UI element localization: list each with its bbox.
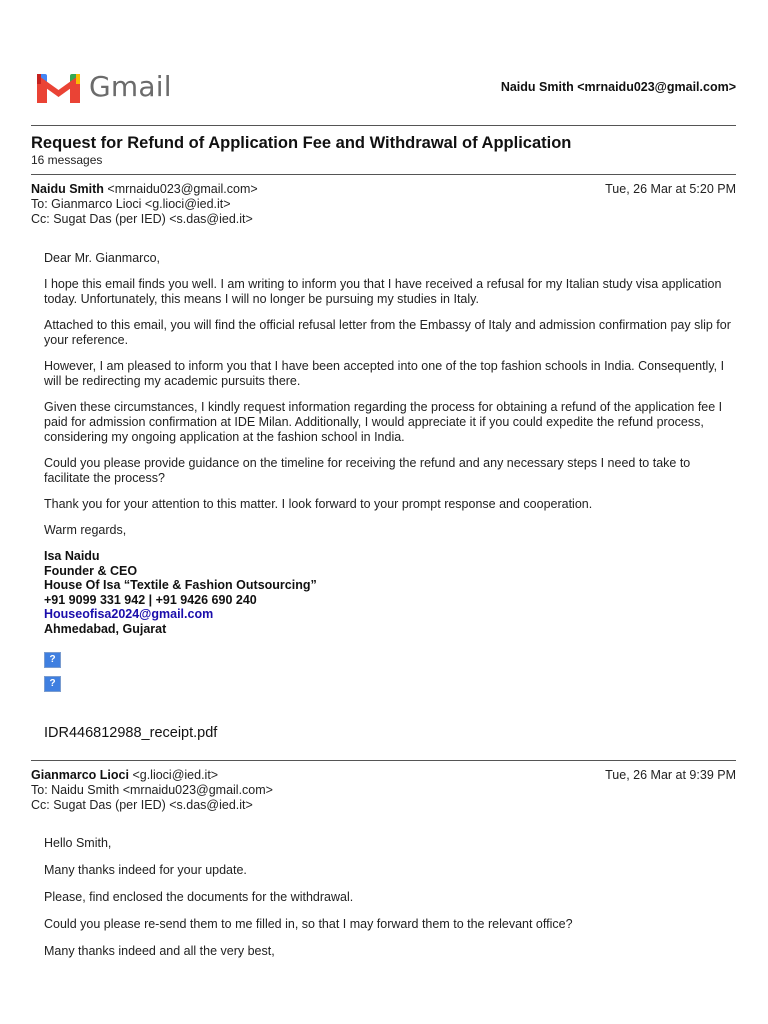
signature-title: Founder & CEO: [44, 563, 138, 578]
sender-email: <g.lioci@ied.it>: [132, 768, 219, 782]
paragraph: Many thanks indeed for your update.: [44, 863, 247, 877]
signature-email-link[interactable]: Houseofisa2024@gmail.com: [44, 607, 214, 621]
cc-line: Cc: Sugat Das (per IED) <s.das@ied.it>: [31, 212, 253, 226]
signature-company: House Of Isa “Textile & Fashion Outsourcing”: [44, 578, 317, 592]
paragraph: Could you please re-send them to me filled in, so that I may forward them to the relevant office?: [44, 917, 573, 931]
sender-name: Gianmarco Lioci: [31, 768, 129, 782]
sender: [31, 768, 218, 783]
divider: [31, 760, 736, 761]
thread-subject: Request for Refund of Application Fee and Withdrawal of Application: [31, 134, 572, 152]
message-header: [31, 768, 736, 813]
account-email: Naidu Smith <mrnaidu023@gmail.com>: [500, 80, 736, 94]
to-line: To: Naidu Smith <mrnaidu023@gmail.com>: [31, 783, 273, 797]
signature-location: Ahmedabad, Gujarat: [44, 621, 167, 636]
divider: [31, 125, 736, 126]
divider: [31, 174, 736, 175]
message-body: [44, 251, 732, 700]
sender-name: Naidu Smith: [31, 182, 104, 196]
paragraph: I hope this email finds you well. I am writing to inform you that I have received a refusal for my Italian study visa application today. Unfortunately, this means I will no longer be pursuing my studies in Italy.: [44, 277, 722, 306]
signature-phone: +91 9099 331 942 | +91 9426 690 240: [44, 592, 257, 607]
cc-line: Cc: Sugat Das (per IED) <s.das@ied.it>: [31, 798, 253, 812]
to-line: To: Gianmarco Lioci <g.lioci@ied.it>: [31, 197, 231, 211]
paragraph: Warm regards,: [44, 523, 127, 537]
message-date: Tue, 26 Mar at 5:20 PM: [605, 182, 736, 196]
paragraph: Many thanks indeed and all the very best,: [44, 944, 275, 958]
sender-email: <mrnaidu023@gmail.com>: [107, 182, 258, 196]
paragraph: Hello Smith,: [44, 836, 112, 850]
attachment-link[interactable]: IDR446812988_receipt.pdf: [44, 725, 218, 741]
broken-image-icon[interactable]: ?: [44, 652, 61, 668]
gmail-logo: [37, 70, 172, 103]
signature-name: Isa Naidu: [44, 549, 100, 563]
gmail-m-icon: [37, 71, 80, 103]
paragraph: Given these circumstances, I kindly request information regarding the process for obtaining a refund of the application fee I paid for admission confirmation at IDE Milan. Additionally, I would appreciate it if you could expedite the refund process, considering my ongoing application at the fashion school in India.: [44, 400, 723, 444]
message-count: 16 messages: [31, 153, 103, 167]
signature: [44, 549, 732, 636]
message-header: [31, 182, 736, 227]
paragraph: Thank you for your attention to this matter. I look forward to your prompt response and cooperation.: [44, 497, 593, 511]
logo-text: Gmail: [89, 70, 172, 103]
paragraph: Could you please provide guidance on the timeline for receiving the refund and any necessary steps I need to take to facilitate the process?: [44, 456, 691, 485]
paragraph: Please, find enclosed the documents for the withdrawal.: [44, 890, 354, 904]
broken-image-icon[interactable]: ?: [44, 676, 61, 692]
paragraph: However, I am pleased to inform you that I have been accepted into one of the top fashion schools in India. Consequently, I will be redirecting my academic pursuits there.: [44, 359, 725, 388]
paragraph: Attached to this email, you will find the official refusal letter from the Embassy of Italy and admission confirmation pay slip for your reference.: [44, 318, 731, 347]
message-body: [44, 836, 732, 970]
paragraph: Dear Mr. Gianmarco,: [44, 251, 161, 265]
message-date: Tue, 26 Mar at 9:39 PM: [605, 768, 736, 782]
sender: [31, 182, 258, 197]
